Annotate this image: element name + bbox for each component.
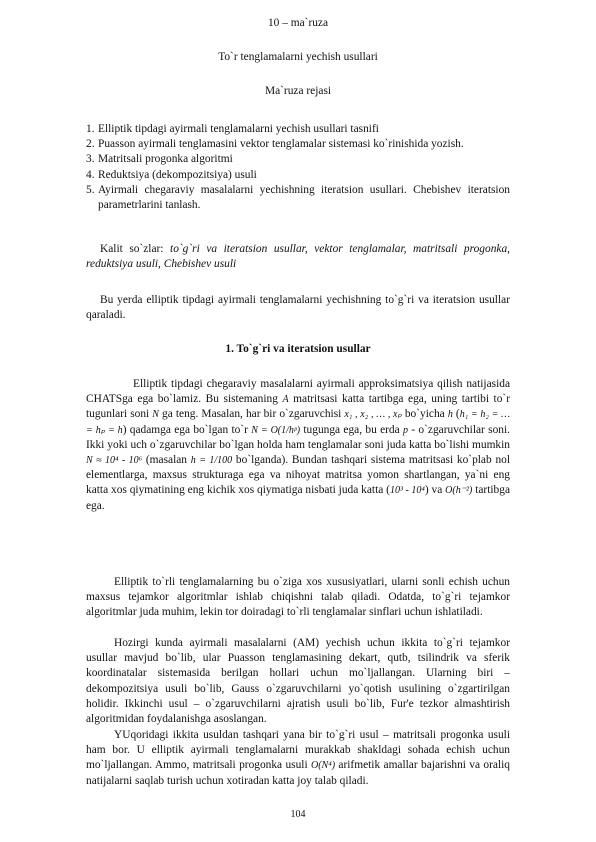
plan-item (86, 152, 510, 167)
plan-item-text: Matritsali progonka algoritmi (98, 153, 233, 166)
paragraph-1: Elliptik tipdagi chegaraviy masalalarni ayirmali approksimatsiya qilish natijasida CHATSga ega bo`lamiz. Bu sistemaning A matritsasi katta tartibga ega, uning tartibi to`r tugunlari soni N ga teng. Masalan, har bir o`zgaruvchisi x₁ , x₂ , … , xₚ bo`yicha h (h₁ = h₂ = … = hₚ = h) qadamga ega bo`lgan to`r N = O(1/hᵖ) tugunga ega, bu erda p - o`zgaruvchilar soni. Ikki yoki uch o`zgaruvchilar bo`lgan holda ham tenglamalar soni juda katta bo`lishi mumkin N ≈ 10⁴ - 10⁶ (masalan h = 1/100 bo`lganda). Bundan tashqari sistema matritsasi ko`plab nol elementlarga, maxsus strukturaga ega va nihoyat matritsa yomon shartlangan, ya`ni eng katta xos qiymatining eng kichik xos qiymatiga nisbati juda katta (10³ - 10⁴) va O(h⁻²) tartibga ega. (86, 378, 511, 512)
plan-item-text: Reduktsiya (dekompozitsiya) usuli (98, 168, 257, 181)
keywords-label: Kalit so`zlar: (100, 243, 164, 255)
intro-paragraph: Bu yerda elliptik tipdagi ayirmali tenglamalarni yechishning to`g`ri va iteratsion usullar qaraladi. (86, 294, 510, 322)
paragraph-4: YUqoridagi ikkita usuldan tashqari yana bir to`g`ri usul – matritsali progonka usuli ham bor. U elliptik ayirmali tenglamalarni murakkab shakldagi sohada echish uchun mo`ljallangan. Ammo, matritsali progonka usuli O(N⁴) arifmetik amallar bajarishni va oraliq natijalarni saqlab turish uchun xotiradan katta joy talab qiladi. (86, 729, 510, 787)
plan-item (86, 122, 510, 137)
section-heading: 1. To`g`ri va iteratsion usullar (225, 343, 371, 355)
keywords-text: to`g`ri va iteratsion usullar, vektor tenglamalar, matritsali progonka, reduktsiya usuli, Chebishev usuli (86, 243, 510, 271)
plan-item-number: 2. (86, 138, 95, 151)
keywords-paragraph (86, 242, 510, 272)
plan-item-number: 4. (86, 168, 95, 181)
plan-item-number: 1. (86, 123, 95, 135)
plan-list (86, 122, 510, 213)
plan-item-number: 5. (86, 183, 95, 196)
plan-item (86, 183, 510, 213)
paragraph-2: Elliptik to`rli tenglamalarning bu o`ziga xos xususiyatlari, ularni sonli echish uchun maxsus tejamkor algoritmlar ishlab chiqishni talab qiladi. Odatda, to`g`ri tejamkor algoritmlar juda muhim, lekin tor doiradagi to`rli tenglamalar sinflari uchun ishlatiladi. (86, 576, 510, 619)
paragraph-3: Hozirgi kunda ayirmali masalalarni (AM) yechish uchun ikkita to`g`ri tejamkor usullar mavjud bo`lib, ular Puasson tenglamasining dekart, qutb, tsilindrik va sferik koordinatalar sistemasida berilgan hollari uchun mo`ljallangan. Ularning biri – dekompozitsiya usuli bo`lib, Gauss o`zgaruvchilarni yo`qotish usulining o`zgartirilgan holidir. Ikkinchi usul – o`zgaruvchilarni ajratish usuli bo`lib, Fur'e tezkor almashtirish algoritmidan foydalanishga asoslangan. (86, 637, 510, 726)
plan-item-text: Puasson ayirmali tenglamasini vektor tenglamalar sistemasi ko`rinishida yozish. (98, 138, 464, 151)
plan-item (86, 137, 510, 152)
plan-item-text: Ayirmali chegaraviy masalalarni yechishning iteratsion usullari. Chebishev iteratsion parametrlarini tanlash. (98, 183, 510, 212)
plan-item-text: Elliptik tipdagi ayirmali tenglamalarni yechish usullari tasnifi (98, 123, 379, 135)
plan-item-number: 3. (86, 153, 95, 166)
document-title: To`r tenglamalarni yechish usullari (218, 51, 378, 63)
lecture-number: 10 – ma`ruza (267, 17, 329, 29)
plan-heading: Ma`ruza rejasi (264, 85, 332, 97)
plan-item (86, 168, 510, 183)
page-number: 104 (290, 809, 306, 820)
